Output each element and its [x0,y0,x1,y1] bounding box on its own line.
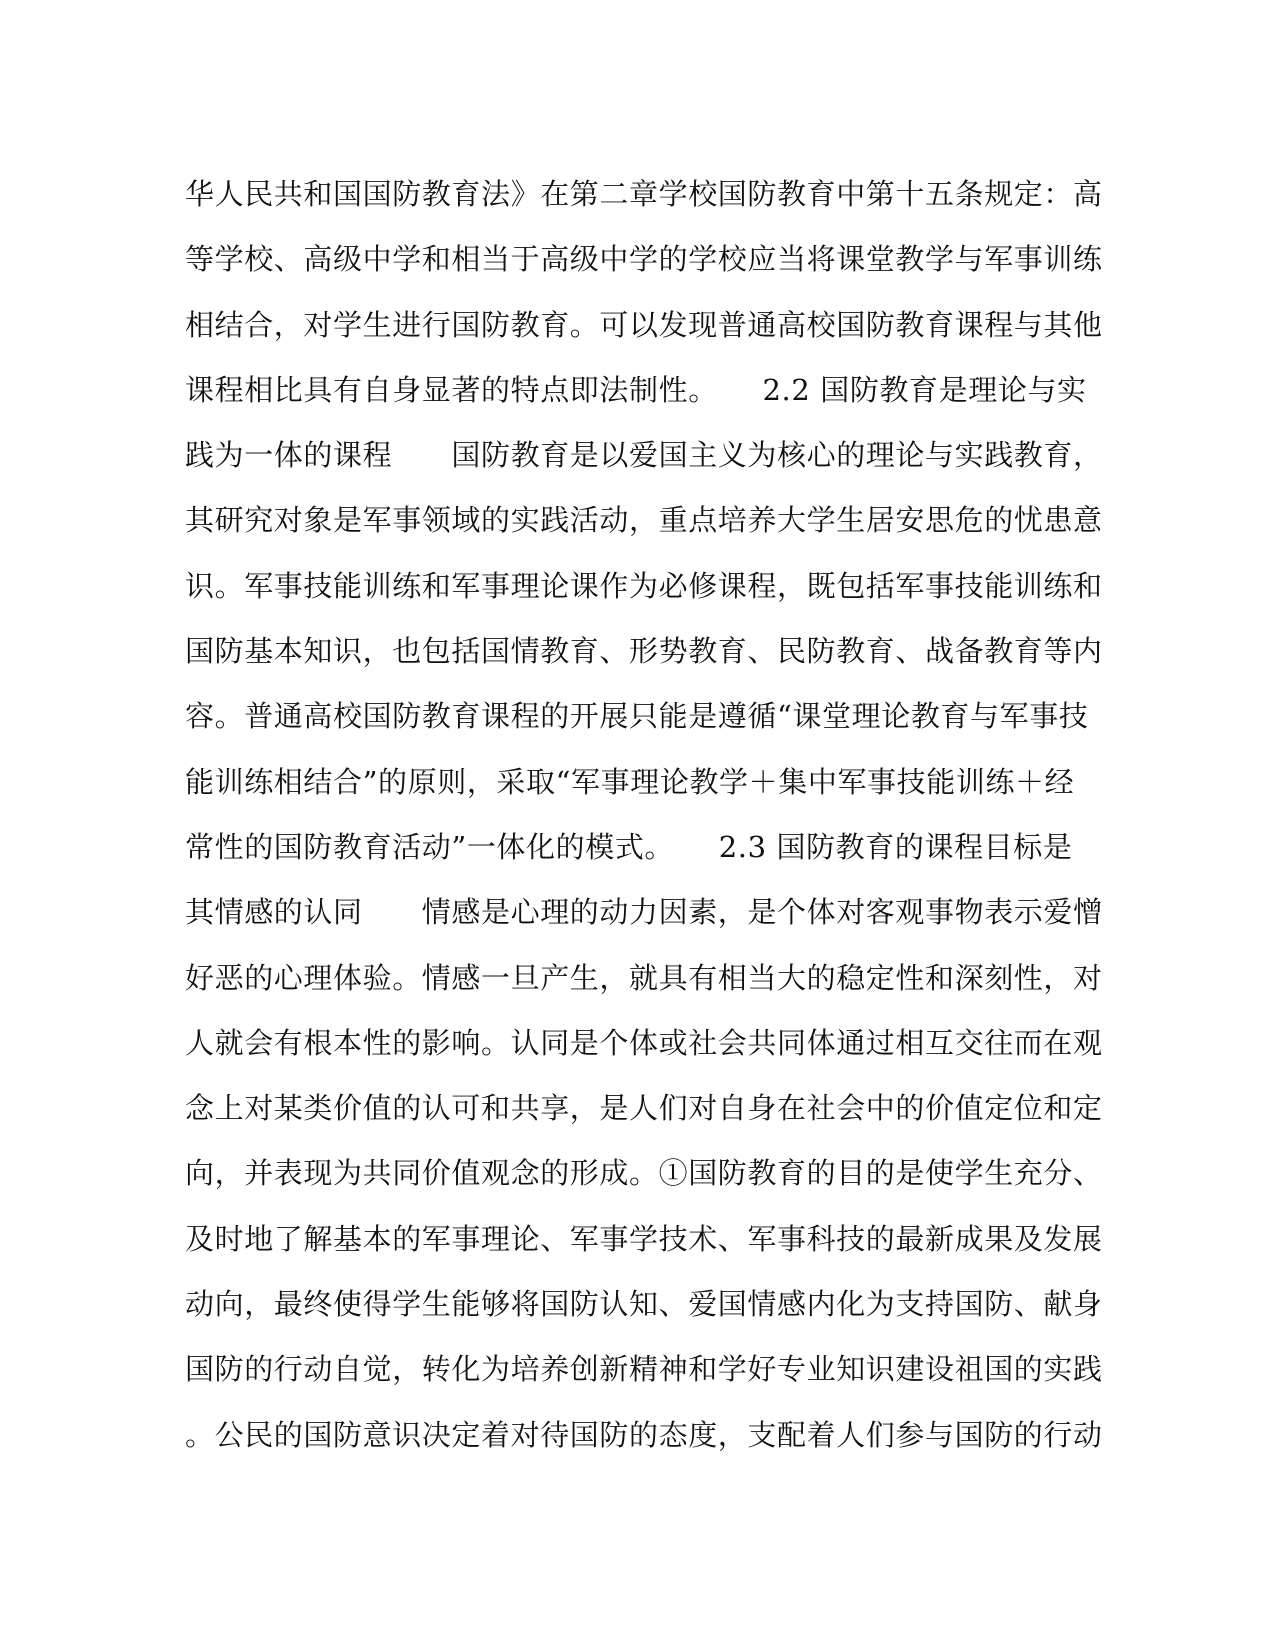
text-line: 其情感的认同 情感是心理的动力因素，是个体对客观事物表示爱憎 [185,895,1103,930]
text-line: 好恶的心理体验。情感一旦产生，就具有相当大的稳定性和深刻性，对 [185,960,1103,995]
text-line: 容。普通高校国防教育课程的开展只能是遵循“课堂理论教育与军事技 [185,699,1089,734]
text-line: 华人民共和国国防教育法》在第二章学校国防教育中第十五条规定：高 [185,177,1103,211]
body-text [185,162,1103,1468]
text-line: 常性的国防教育活动”一体化的模式。 2.3 国防教育的课程目标是 [185,829,1073,864]
text-line: 能训练相结合”的原则，采取“军事理论教学＋集中军事技能训练＋经 [185,764,1075,799]
text-line: 识。军事技能训练和军事理论课作为必修课程，既包括军事技能训练和 [185,568,1103,603]
text-line: 践为一体的课程 国防教育是以爱国主义为核心的理论与实践教育， [185,438,1103,473]
text-line: 及时地了解基本的军事理论、军事学技术、军事科技的最新成果及发展 [185,1221,1103,1256]
text-line: 国防基本知识，也包括国情教育、形势教育、民防教育、战备教育等内 [185,634,1103,669]
text-line: 国防的行动自觉，转化为培养创新精神和学好专业知识建设祖国的实践 [185,1352,1103,1387]
text-line: 向，并表现为共同价值观念的形成。①国防教育的目的是使学生充分、 [185,1156,1103,1191]
text-line: 其研究对象是军事领域的实践活动，重点培养大学生居安思危的忧患意 [185,503,1103,538]
text-line: 动向，最终使得学生能够将国防认知、爱国情感内化为支持国防、献身 [185,1287,1103,1322]
text-line: 课程相比具有自身显著的特点即法制性。 2.2 国防教育是理论与实 [185,372,1087,407]
text-line: 相结合，对学生进行国防教育。可以发现普通高校国防教育课程与其他 [185,307,1103,342]
text-line: 念上对某类价值的认可和共享，是人们对自身在社会中的价值定位和定 [185,1091,1103,1126]
text-line: 等学校、高级中学和相当于高级中学的学校应当将课堂教学与军事训练 [185,242,1103,277]
text-line: 。公民的国防意识决定着对待国防的态度，支配着人们参与国防的行动 [185,1417,1103,1452]
text-line: 人就会有根本性的影响。认同是个体或社会共同体通过相互交往而在观 [185,1025,1103,1060]
